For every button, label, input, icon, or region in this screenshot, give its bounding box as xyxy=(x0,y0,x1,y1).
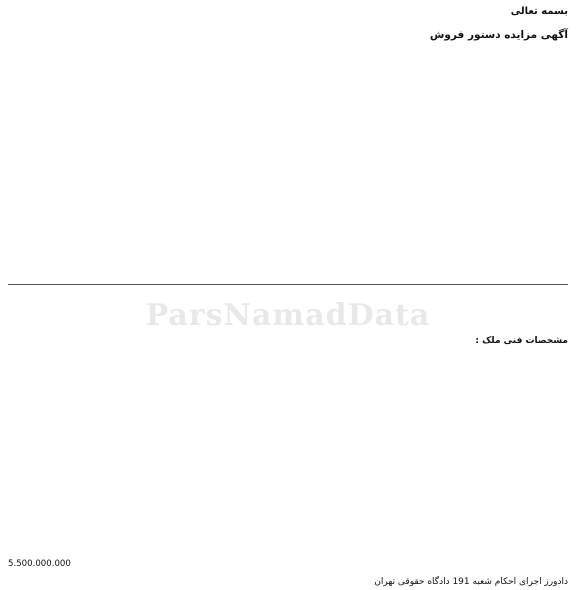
specs-heading: مشخصات فنی ملک : xyxy=(475,336,568,346)
specs-paragraph xyxy=(8,350,568,456)
header-label: بسمه تعالی xyxy=(510,6,568,17)
address-paragraph xyxy=(8,252,568,280)
section-divider xyxy=(8,284,568,285)
price-value: 5.500.000.000 xyxy=(8,559,71,569)
valuation-paragraph xyxy=(8,464,568,558)
case-paragraph xyxy=(8,49,568,250)
registration-paragraph xyxy=(8,290,568,330)
notice-title: آگهی مزایده دستور فروش xyxy=(429,29,568,41)
watermark-logo: ParsNamadData xyxy=(145,298,431,333)
signature-line: دادورز اجرای احکام شعبه 191 دادگاه حقوقی تهران xyxy=(374,577,568,587)
